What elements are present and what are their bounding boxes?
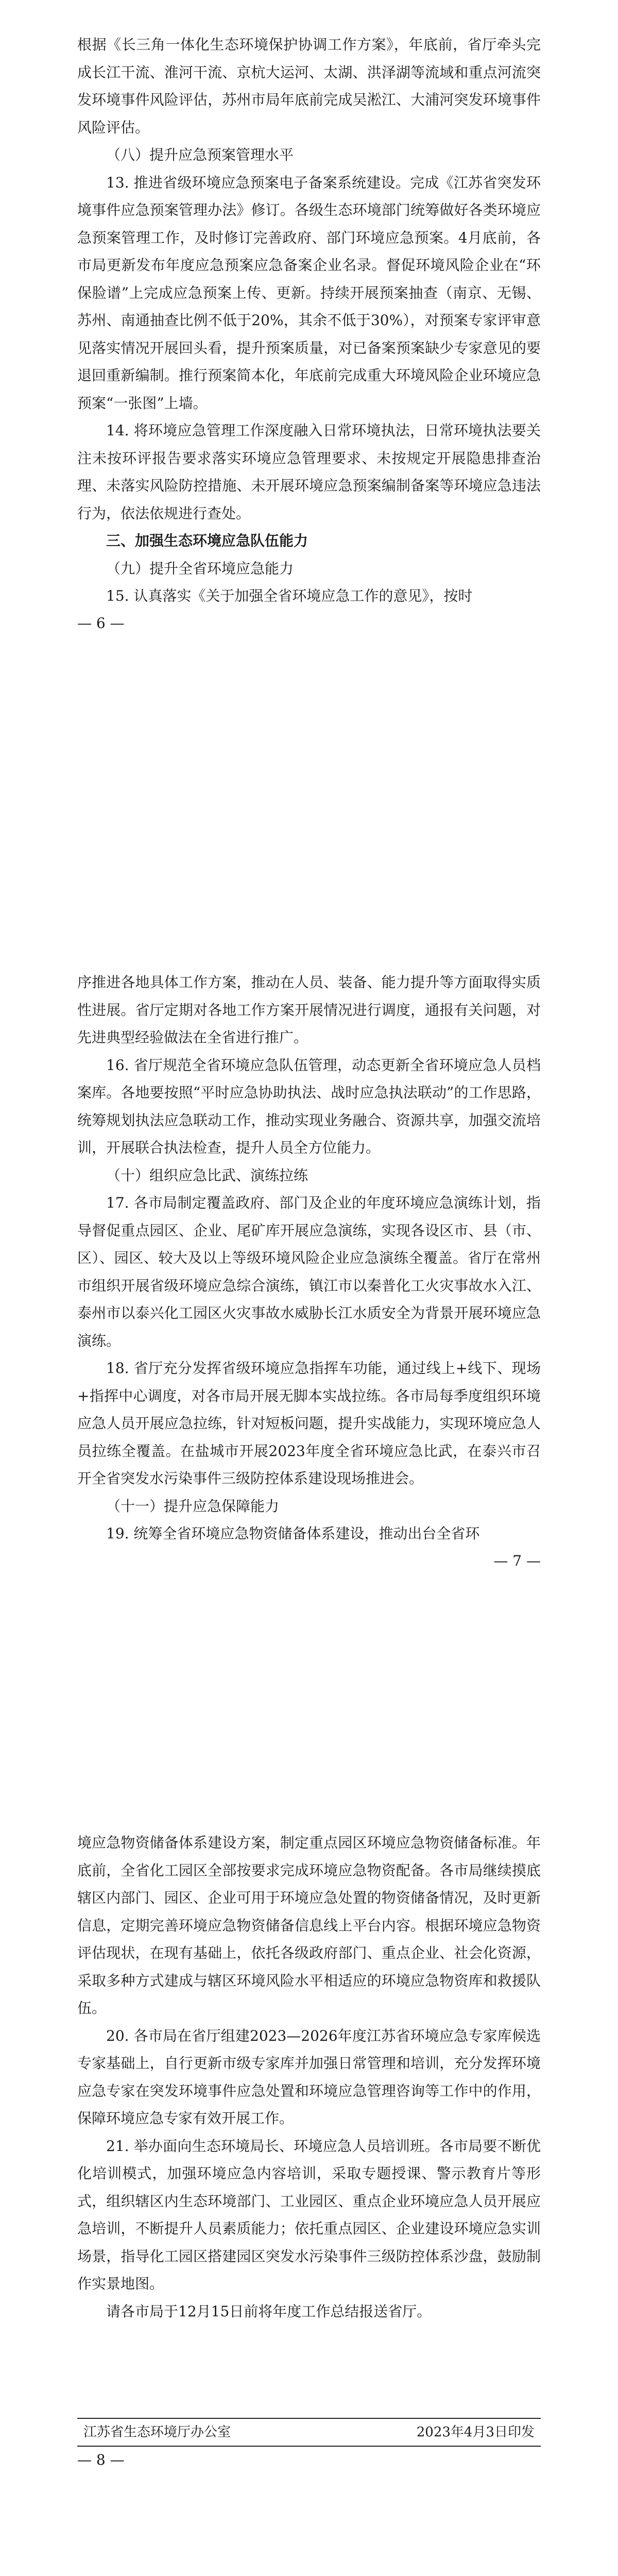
spacer: [77, 2325, 541, 2418]
paragraph: 13. 推进省级环境应急预案电子备案系统建设。完成《江苏省突发环境事件应急预案管理办法》修订。各级生态环境部门统筹做好各类环境应急预案管理工作，及时修订完善政府、部门环境应急预案。4月底前，各市局更新发布年度应急预案应急备案企业名录。督促环境风险企业在“环保脸谱”上完成应急预案上传、更新。持续开展预案抽查（南京、无锡、苏州、南通抽查比例不低于20%，其余不低于30%），对预案专家评审意见落实情况开展回头看，提升预案质量，对已备案预案缺少专家意见的要退回重新编制。推行预案简本化，年底前完成重大环境风险企业环境应急预案“一张图”上墙。: [77, 174, 541, 412]
paragraph: 19. 统筹全省环境应急物资储备体系建设，推动出台全省环: [106, 1525, 480, 1542]
paragraph: 16. 省厅规范全省环境应急队伍管理，动态更新全省环境应急人员档案库。各地要按照“平时应急协助执法、战时应急执法联动”的工作思路，统筹规划执法应急联动工作，推动实现业务融合、资源共享，加强交流培训，开展联合执法检查，提升人员全方位能力。: [77, 1056, 541, 1156]
chapter-heading: 三、加强生态环境应急队伍能力: [106, 532, 308, 549]
document-page-7: [0, 969, 618, 1571]
page-8-body: [77, 1829, 541, 2325]
page-number: — 7 —: [493, 1552, 541, 1569]
page-7-body: [77, 969, 541, 1548]
issuance-footer: [77, 2419, 541, 2446]
paragraph: 序推进各地具体工作方案，推动在人员、装备、能力提升等方面取得实质性进展。省厅定期对各地工作方案开展情况进行调度，通报有关问题，对先进典型经验做法在全省进行推广。: [77, 974, 541, 1046]
paragraph: 14. 将环境应急管理工作深度融入日常环境执法，日常环境执法要关注未按环评报告要求落实环境应急管理要求、未按规定开展隐患排查治理、未落实风险防控措施、未开展环境应急预案编制备案等环境应急违法行为，依法依规进行查处。: [77, 422, 541, 522]
paragraph: 境应急物资储备体系建设方案，制定重点园区环境应急物资储备标准。年底前，全省化工园区全部按要求完成环境应急物资配备。各市局继续摸底辖区内部门、园区、企业可用于环境应急处置的物资储备情况，及时更新信息，定期完善环境应急物资储备信息线上平台内容。根据环境应急物资评估现状，在现有基础上，依托各级政府部门、重点企业、社会化资源，采取多种方式建成与辖区环境风险水平相适应的环境应急物资库和救援队伍。: [77, 1834, 541, 2016]
document-page-8: [0, 1829, 618, 2470]
issue-date: 2023年4月3日印发: [416, 2425, 535, 2440]
document-page-6: [0, 31, 618, 634]
paragraph: 15. 认真落实《关于加强全省环境应急工作的意见》，按时: [106, 587, 473, 604]
page-number: — 6 —: [77, 614, 125, 632]
paragraph: 请各市局于12月15日前将年度工作总结报送省厅。: [106, 2302, 432, 2320]
paragraph: 根据《长三角一体化生态环境保护协调工作方案》，年底前，省厅牵头完成长江干流、淮河干流、京杭大运河、太湖、洪泽湖等流域和重点河流突发环境事件风险评估，苏州市局年底前完成吴淞江、大浦河突发环境事件风险评估。: [77, 36, 541, 136]
paragraph: 17. 各市局制定覆盖政府、部门及企业的年度环境应急演练计划，指导督促重点园区、企业、尾矿库开展应急演练，实现各设区市、县（市、区）、园区、较大及以上等级环境风险企业应急演练全覆盖。省厅在常州市组织开展省级环境应急综合演练，镇江市以秦普化工火灾事故水入江、泰州市以泰兴化工园区火灾事故水威胁长江水质安全为背景开展环境应急演练。: [77, 1194, 541, 1349]
paragraph: 20. 各市局在省厅组建2023—2026年度江苏省环境应急专家库候选专家基础上，自行更新市级专家库并加强日常管理和培训，充分发挥环境应急专家在突发环境事件应急处置和环境应急管理咨询等工作中的作用，保障环境应急专家有效开展工作。: [77, 2027, 541, 2127]
section-heading: （八）提升应急预案管理水平: [106, 146, 294, 163]
footer-bottom-rule: [77, 2446, 541, 2447]
issuer-name: 江苏省生态环境厅办公室: [83, 2425, 231, 2440]
paragraph: 18. 省厅充分发挥省级环境应急指挥车功能，通过线上+线下、现场+指挥中心调度，对各市局开展无脚本实战拉练。各市局每季度组织环境应急人员开展应急拉练，针对短板问题，提升实战能力，实现环境应急人员拉练全覆盖。在盐城市开展2023年度全省环境应急比武，在泰兴市召开全省突发水污染事件三级防控体系建设现场推进会。: [77, 1360, 541, 1487]
paragraph: 21. 举办面向生态环境局长、环境应急人员培训班。各市局要不断优化培训模式，加强环境应急内容培训，采取专题授课、警示教育片等形式，组织辖区内生态环境部门、工业园区、重点企业环境应急人员开展应急培训，不断提升人员素质能力；依托重点园区、企业建设环境应急实训场景，指导化工园区搭建园区突发水污染事件三级防控体系沙盘，鼓励制作实景地图。: [77, 2137, 541, 2292]
page-6-body: [77, 31, 541, 610]
section-heading: （十）组织应急比武、演练拉练: [106, 1166, 308, 1184]
page-number: — 8 —: [77, 2451, 125, 2468]
section-heading: （十一）提升应急保障能力: [106, 1497, 280, 1515]
section-heading: （九）提升全省环境应急能力: [106, 560, 294, 577]
